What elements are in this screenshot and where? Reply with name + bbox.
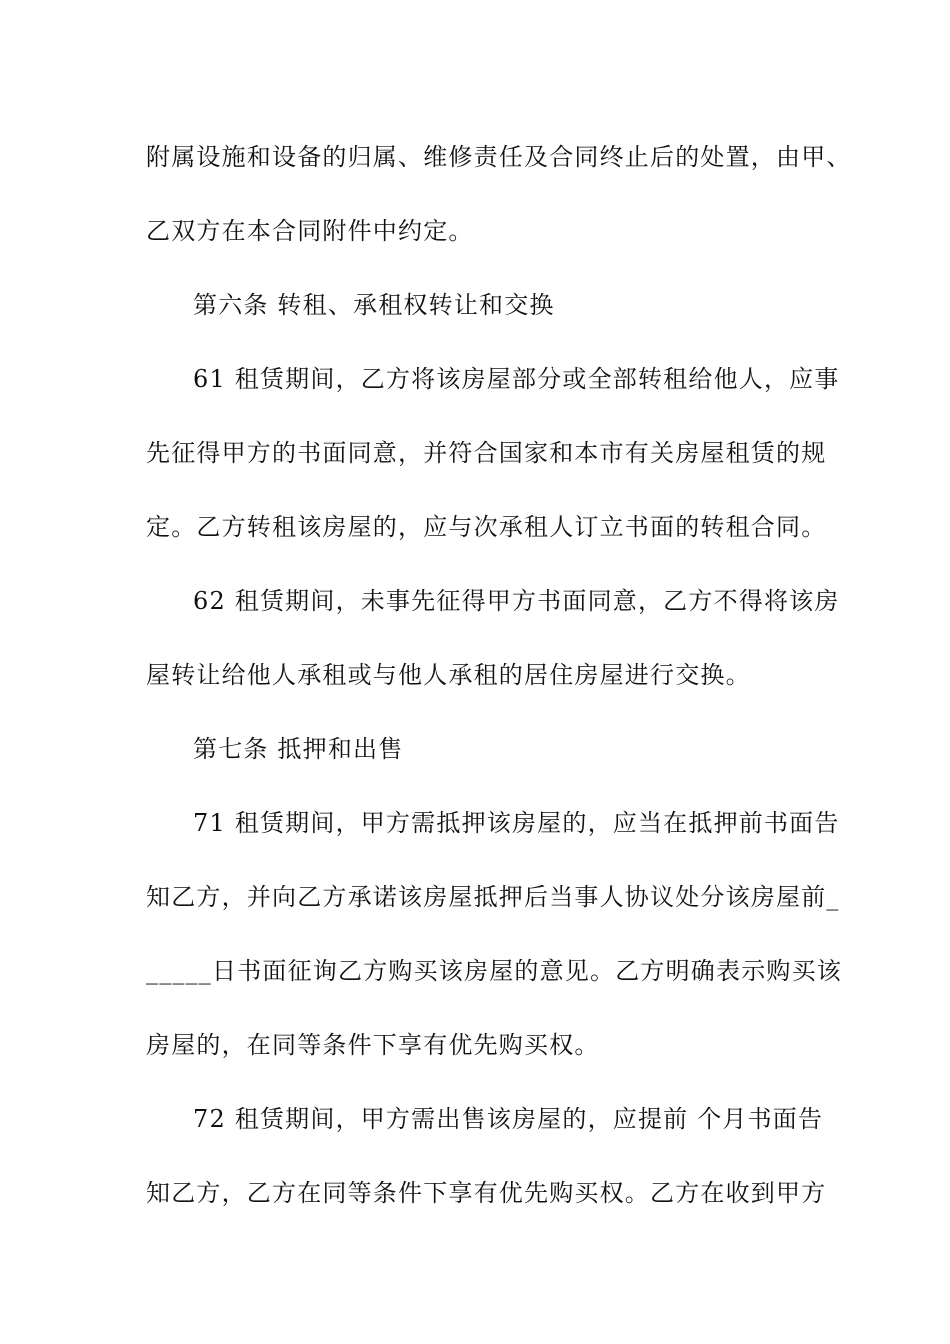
paragraph-line: 61 租赁期间，乙方将该房屋部分或全部转租给他人，应事 (193, 365, 840, 393)
paragraph-line: _____日书面征询乙方购买该房屋的意见。乙方明确表示购买该 (146, 957, 842, 985)
paragraph-line: 知乙方，并向乙方承诺该房屋抵押后当事人协议处分该房屋前_ (146, 883, 840, 911)
paragraph-line: 71 租赁期间，甲方需抵押该房屋的，应当在抵押前书面告 (193, 809, 840, 837)
paragraph-line: 先征得甲方的书面同意，并符合国家和本市有关房屋租赁的规 (146, 439, 827, 467)
paragraph-line: 乙双方在本合同附件中约定。 (146, 217, 474, 245)
paragraph-line: 附属设施和设备的归属、维修责任及合同终止后的处置，由甲、 (146, 143, 852, 171)
paragraph-line: 屋转让给他人承租或与他人承租的居住房屋进行交换。 (146, 661, 751, 689)
paragraph-line: 72 租赁期间，甲方需出售该房屋的，应提前 个月书面告 (193, 1105, 824, 1133)
section-heading: 第六条 转租、承租权转让和交换 (193, 291, 555, 319)
paragraph-line: 知乙方，乙方在同等条件下享有优先购买权。乙方在收到甲方 (146, 1179, 827, 1207)
paragraph-line: 房屋的，在同等条件下享有优先购买权。 (146, 1031, 600, 1059)
section-heading: 第七条 抵押和出售 (193, 735, 404, 763)
paragraph-line: 定。乙方转租该房屋的，应与次承租人订立书面的转租合同。 (146, 513, 827, 541)
paragraph-line: 62 租赁期间，未事先征得甲方书面同意，乙方不得将该房 (193, 587, 840, 615)
